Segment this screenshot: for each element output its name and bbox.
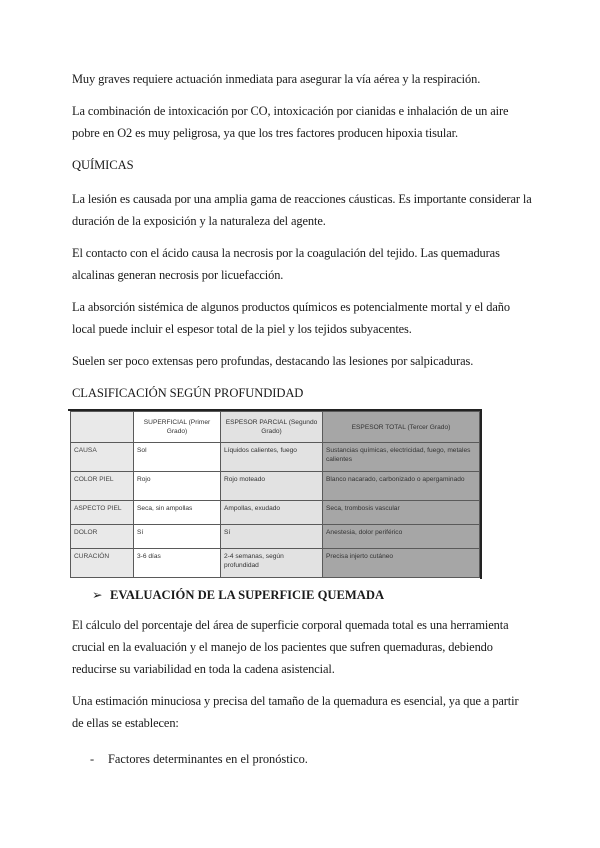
table-header-cell: ESPESOR PARCIAL (Segundo Grado) xyxy=(221,412,323,443)
table-cell: Blanco nacarado, carbonizado o apergaminado xyxy=(323,472,480,501)
table-cell: Sol xyxy=(134,443,221,472)
depth-classification-table xyxy=(70,411,480,578)
table-row xyxy=(71,501,480,525)
section-heading-evaluacion xyxy=(92,587,384,603)
table-cell: Sí xyxy=(134,525,221,549)
table-cell: Sustancias químicas, electricidad, fuego, metales calientes xyxy=(323,443,480,472)
list-item-text: Factores determinantes en el pronóstico. xyxy=(108,752,308,766)
table-header-cell: SUPERFICIAL (Primer Grado) xyxy=(134,412,221,443)
table-cell: Líquidos calientes, fuego xyxy=(221,443,323,472)
table-header-cell xyxy=(71,412,134,443)
table-row xyxy=(71,472,480,501)
paragraph-co-cyanide: La combinación de intoxicación por CO, intoxicación por cianidas e inhalación de un aire pobre en O2 es muy peligrosa, ya que los tres factores producen hipoxia tisular. xyxy=(72,104,509,140)
paragraph-salpicaduras: Suelen ser poco extensas pero profundas, destacando las lesiones por salpicaduras. xyxy=(72,354,474,368)
arrow-bullet-icon: ➢ xyxy=(92,588,103,602)
table-cell: 2-4 semanas, según profundidad xyxy=(221,549,323,578)
table-cell: Seca, trombosis vascular xyxy=(323,501,480,525)
table-cell: 3-6 días xyxy=(134,549,221,578)
table-row xyxy=(71,525,480,549)
dash-bullet: - xyxy=(90,752,95,766)
paragraph-calculo: El cálculo del porcentaje del área de superficie corporal quemada total es una herramienta crucial en la evaluación y el manejo de los pacientes que sufren quemaduras, debiendo reducirse su variabilidad en toda la cadena asistencial. xyxy=(72,618,509,676)
table-cell: Seca, sin ampollas xyxy=(134,501,221,525)
table-row-label: CURACIÓN xyxy=(71,549,134,578)
table-cell: Rojo moteado xyxy=(221,472,323,501)
heading-quimicas: QUÍMICAS xyxy=(72,158,134,172)
table-cell: Ampollas, exudado xyxy=(221,501,323,525)
table-row-label: COLOR PIEL xyxy=(71,472,134,501)
table-row-label: ASPECTO PIEL xyxy=(71,501,134,525)
table-cell: Anestesia, dolor periférico xyxy=(323,525,480,549)
table-row-label: DOLOR xyxy=(71,525,134,549)
paragraph-airway: Muy graves requiere actuación inmediata para asegurar la vía aérea y la respiración. xyxy=(72,72,481,86)
table-header-row xyxy=(71,412,480,443)
section-title: EVALUACIÓN DE LA SUPERFICIE QUEMADA xyxy=(110,588,385,602)
list-item xyxy=(90,748,308,770)
heading-clasificacion: CLASIFICACIÓN SEGÚN PROFUNDIDAD xyxy=(72,386,304,400)
paragraph-lesion-causada: La lesión es causada por una amplia gama de reacciones cáusticas. Es importante considerar la duración de la exposición y la naturaleza del agente. xyxy=(72,192,532,228)
paragraph-acido: El contacto con el ácido causa la necrosis por la coagulación del tejido. Las quemaduras alcalinas generan necrosis por licuefacción. xyxy=(72,246,500,282)
paragraph-absorcion: La absorción sistémica de algunos productos químicos es potencialmente mortal y el daño local puede incluir el espesor total de la piel y los tejidos subyacentes. xyxy=(72,300,510,336)
paragraph-estimacion: Una estimación minuciosa y precisa del tamaño de la quemadura es esencial, ya que a partir de ellas se establecen: xyxy=(72,694,519,730)
table-header-cell: ESPESOR TOTAL (Tercer Grado) xyxy=(323,412,480,443)
table-row xyxy=(71,443,480,472)
table-cell: Sí xyxy=(221,525,323,549)
table-row-label: CAUSA xyxy=(71,443,134,472)
table-cell: Precisa injerto cutáneo xyxy=(323,549,480,578)
table-cell: Rojo xyxy=(134,472,221,501)
table-row xyxy=(71,549,480,578)
